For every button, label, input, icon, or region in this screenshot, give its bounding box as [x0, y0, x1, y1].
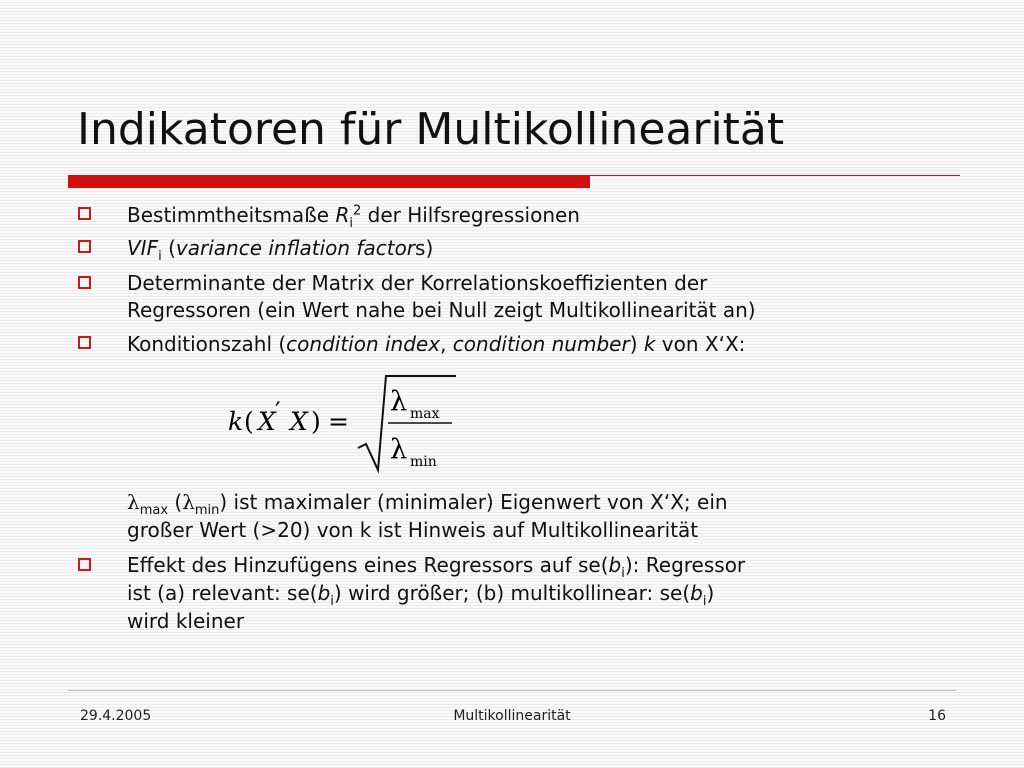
bullet-5-line-1-a: Effekt des Hinzufügens eines Regressors auf se(	[127, 553, 609, 577]
footer-date: 29.4.2005	[80, 708, 152, 724]
bullet-2-var: VIF	[127, 236, 159, 260]
bullet-4-italic-1: condition index	[286, 332, 441, 356]
bullet-5-var: b	[608, 553, 622, 577]
bullet-5-line-2-a: ist (a) relevant: se(	[127, 581, 318, 605]
formula-k: k	[228, 407, 244, 436]
bullet-1-suffix: der Hilfsregressionen	[361, 203, 580, 227]
bullet-2-sub: i	[158, 249, 162, 264]
bullet-4-prefix: Konditionszahl (	[127, 332, 287, 356]
bullet-square-icon	[78, 276, 91, 289]
bullet-5-line-2-c: )	[706, 581, 715, 605]
bullet-1-text	[127, 203, 580, 231]
bullet-5-line-3: wird kleiner	[127, 609, 245, 633]
formula-x2: X	[290, 407, 308, 436]
formula-graphic	[220, 370, 480, 480]
formula-sub-min: min	[410, 454, 437, 470]
bullet-5-var: b	[690, 581, 703, 605]
bullet-square-icon	[78, 207, 91, 220]
lambda-note-open: (	[168, 490, 183, 514]
bullet-square-icon	[78, 240, 91, 253]
bullet-4-italic-2: condition number	[452, 332, 630, 356]
formula-lambda-top: λ	[390, 386, 408, 417]
condition-number-formula	[220, 370, 480, 480]
lambda-note-sub-max: max	[139, 503, 169, 518]
bullet-4-close: )	[629, 332, 644, 356]
bullet-square-icon	[78, 558, 91, 571]
bullet-5-line-1	[127, 553, 746, 581]
bullet-2-suffix: s)	[415, 236, 434, 260]
bullet-3-line-2: Regressoren (ein Wert nahe bei Null zeigt Multikollinearität an)	[127, 298, 756, 322]
bullet-4-text	[127, 332, 745, 356]
bullet-1-sub: i	[349, 216, 353, 231]
lambda-note-sub-min: min	[194, 503, 220, 518]
bullet-5-line-2	[127, 581, 715, 609]
footer-divider	[68, 690, 956, 691]
bullet-5-sub: i	[330, 594, 334, 609]
title-underline-thin	[590, 175, 960, 176]
bullet-1-var: R	[335, 203, 350, 227]
bullet-5-var: b	[317, 581, 331, 605]
formula-prime: ′	[275, 397, 281, 426]
bullet-1-prefix: Bestimmtheitsmaße	[127, 203, 336, 227]
bullet-2-italic: variance inflation factor	[175, 236, 416, 260]
bullet-4-comma: ,	[440, 332, 453, 356]
bullet-2-text	[127, 236, 434, 264]
lambda-note-line-1	[127, 490, 728, 518]
lambda-note-lambda-min: λ	[182, 490, 195, 514]
footer-title: Multikollinearität	[453, 708, 571, 724]
bullet-5-sub: i	[702, 594, 707, 609]
bullet-4-suffix: von X‘X:	[655, 332, 746, 356]
bullet-3-line-1: Determinante der Matrix der Korrelationskoeffizienten der	[127, 271, 708, 295]
bullet-5-sub: i	[621, 566, 625, 581]
formula-x1: X	[258, 407, 276, 436]
bullet-5-line-1-b: ): Regressor	[624, 553, 746, 577]
footer-page-number: 16	[928, 708, 946, 724]
bullet-4-var: k	[643, 332, 656, 356]
formula-open-paren: (	[244, 407, 254, 436]
lambda-note-rest: ) ist maximaler (minimaler) Eigenwert von X‘X; ein	[219, 490, 728, 514]
lambda-note-line-2: großer Wert (>20) von k ist Hinweis auf Multikollinearität	[127, 518, 699, 542]
title-underline-red	[68, 175, 590, 188]
formula-close-paren: )	[311, 407, 321, 436]
bullet-1-sup: 2	[352, 203, 362, 219]
lambda-note-lambda-max: λ	[127, 490, 140, 514]
bullet-2-open: (	[161, 236, 176, 260]
bullet-5-line-2-b: ) wird größer; (b) multikollinear: se(	[333, 581, 691, 605]
formula-lambda-bottom: λ	[390, 434, 408, 465]
formula-equals: =	[328, 407, 349, 436]
formula-sub-max: max	[410, 406, 440, 422]
slide-title: Indikatoren für Multikollinearität	[77, 104, 785, 155]
bullet-square-icon	[78, 336, 91, 349]
